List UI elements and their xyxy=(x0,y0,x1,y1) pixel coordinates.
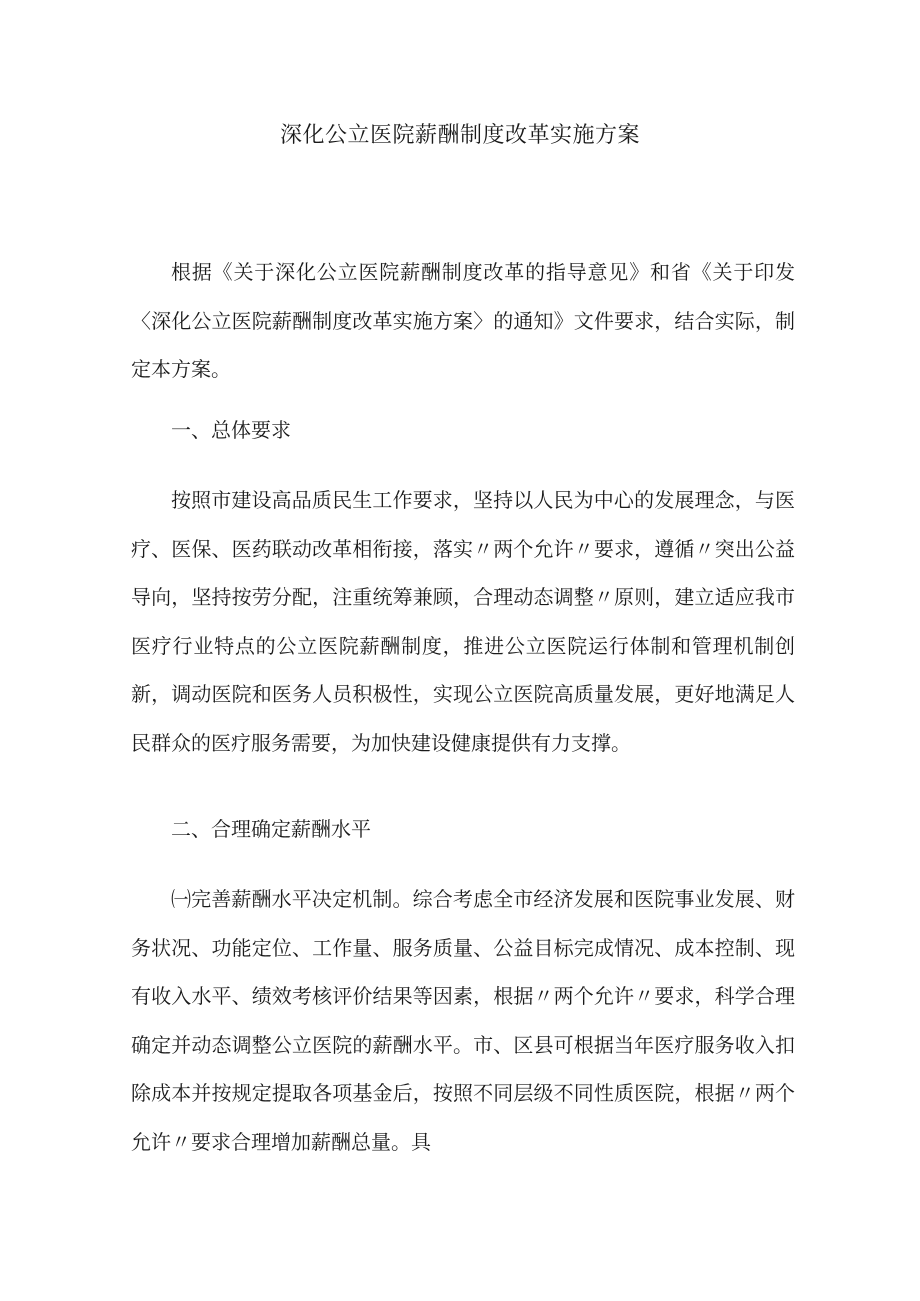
section-1-paragraph: 按照市建设高品质民生工作要求，坚持以人民为中心的发展理念，与医疗、医保、医药联动改革相衔接，落实〃两个允许〃要求，遵循〃突出公益导向，坚持按劳分配，注重统筹兼顾，合理动态调整〃原则，建立适应我市医疗行业特点的公立医院薪酬制度，推进公立医院运行体制和管理机制创新，调动医院和医务人员积极性，实现公立医院高质量发展，更好地满足人民群众的医疗服务需要，为加快建设健康提供有力支撑。 xyxy=(131,488,795,755)
section-2-item-1-paragraph: ㈠完善薪酬水平决定机制。综合考虑全市经济发展和医院事业发展、财务状况、功能定位、工作量、服务质量、公益目标完成情况、成本控制、现有收入水平、绩效考核评价结果等因素，根据〃两个允许〃要求，科学合理确定并动态调整公立医院的薪酬水平。市、区县可根据当年医疗服务收入扣除成本并按规定提取各项基金后，按照不同层级不同性质医院，根据〃两个允许〃要求合理增加薪酬总量。具 xyxy=(131,887,795,1154)
section-2-heading: 二、合理确定薪酬水平 xyxy=(171,817,371,841)
section-1-heading: 一、总体要求 xyxy=(171,418,291,442)
document-title: 深化公立医院薪酬制度改革实施方案 xyxy=(279,123,640,148)
intro-paragraph: 根据《关于深化公立医院薪酬制度改革的指导意见》和省《关于印发〈深化公立医院薪酬制度改革实施方案〉的通知》文件要求，结合实际，制定本方案。 xyxy=(131,260,795,381)
